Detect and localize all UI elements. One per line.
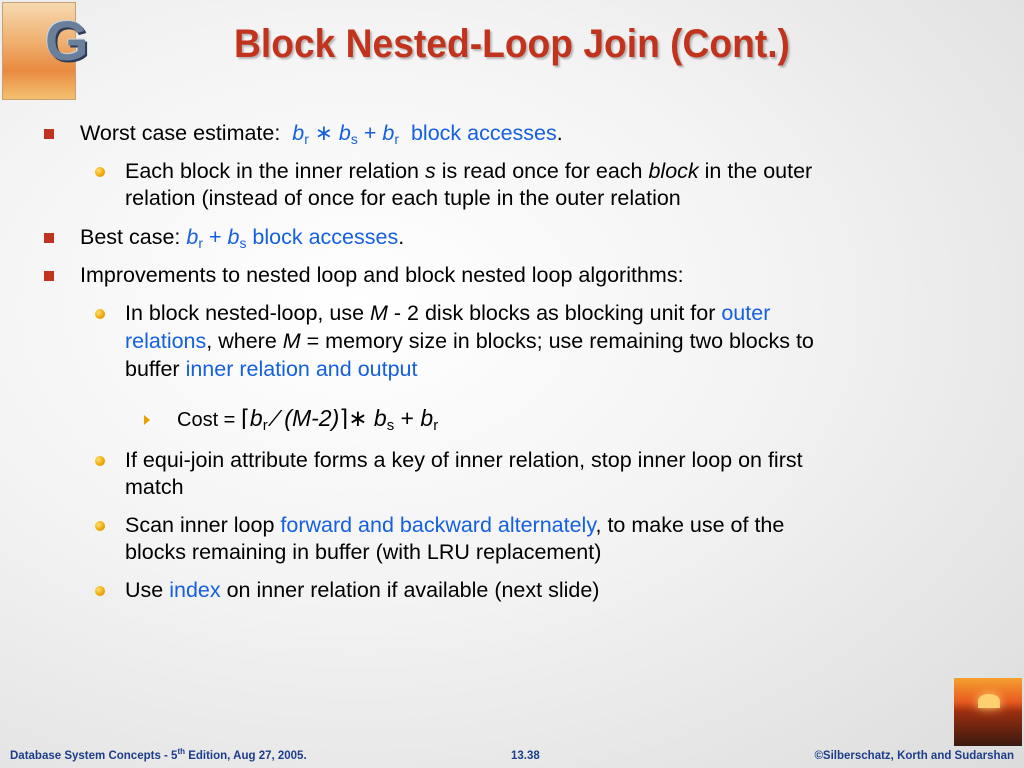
square-bullet-icon xyxy=(44,271,54,281)
arrow-bullet-icon xyxy=(144,415,150,425)
round-bullet-icon xyxy=(95,167,105,177)
logo-letter: G xyxy=(45,9,89,72)
bullet-best-case: Best case: $b_r + b_s$ block accesses. xyxy=(80,225,405,251)
round-bullet-icon xyxy=(95,309,105,319)
sunset-image xyxy=(954,678,1022,746)
cost-formula: Cost = $⌈b_r$ ⁄ (M-2)⌉∗ $b_s + b_r$ xyxy=(177,405,439,434)
sub-bullet-each-block-line2: relation (instead of once for each tuple in the outer relation xyxy=(125,186,681,210)
sub-bullet-equi-join: If equi-join attribute forms a key of inner relation, stop inner loop on first xyxy=(125,448,803,472)
round-bullet-icon xyxy=(95,586,105,596)
bullet-worst-case: Worst case estimate: $b_r$ ∗ $b_s + b_r$ block accesses. xyxy=(80,121,563,147)
footer-page-number: 13.38 xyxy=(511,750,540,762)
square-bullet-icon xyxy=(44,233,54,243)
sub-bullet-block-nested-line2: relations, where M = memory size in blocks; use remaining two blocks to xyxy=(125,329,814,353)
footer-left: Database System Concepts - 5th Edition, Aug 27, 2005. xyxy=(10,747,307,762)
square-bullet-icon xyxy=(44,129,54,139)
sub-bullet-use-index: Use index on inner relation if available (next slide) xyxy=(125,578,600,602)
sun-shape xyxy=(978,694,1000,708)
sub-bullet-block-nested-line3: buffer inner relation and output xyxy=(125,357,418,381)
sub-bullet-block-nested: In block nested-loop, use M - 2 disk blocks as blocking unit for outer xyxy=(125,301,771,325)
round-bullet-icon xyxy=(95,521,105,531)
sub-bullet-scan-inner: Scan inner loop forward and backward alternately, to make use of the xyxy=(125,513,785,537)
footer-copyright: ©Silberschatz, Korth and Sudarshan xyxy=(814,750,1014,762)
round-bullet-icon xyxy=(95,456,105,466)
slide-title: Block Nested-Loop Join (Cont.) xyxy=(234,22,790,66)
sub-bullet-scan-inner-line2: blocks remaining in buffer (with LRU replacement) xyxy=(125,540,602,564)
sub-bullet-each-block: Each block in the inner relation s is read once for each block in the outer xyxy=(125,159,813,183)
sub-bullet-equi-join-line2: match xyxy=(125,475,184,499)
bullet-improvements: Improvements to nested loop and block nested loop algorithms: xyxy=(80,263,684,287)
